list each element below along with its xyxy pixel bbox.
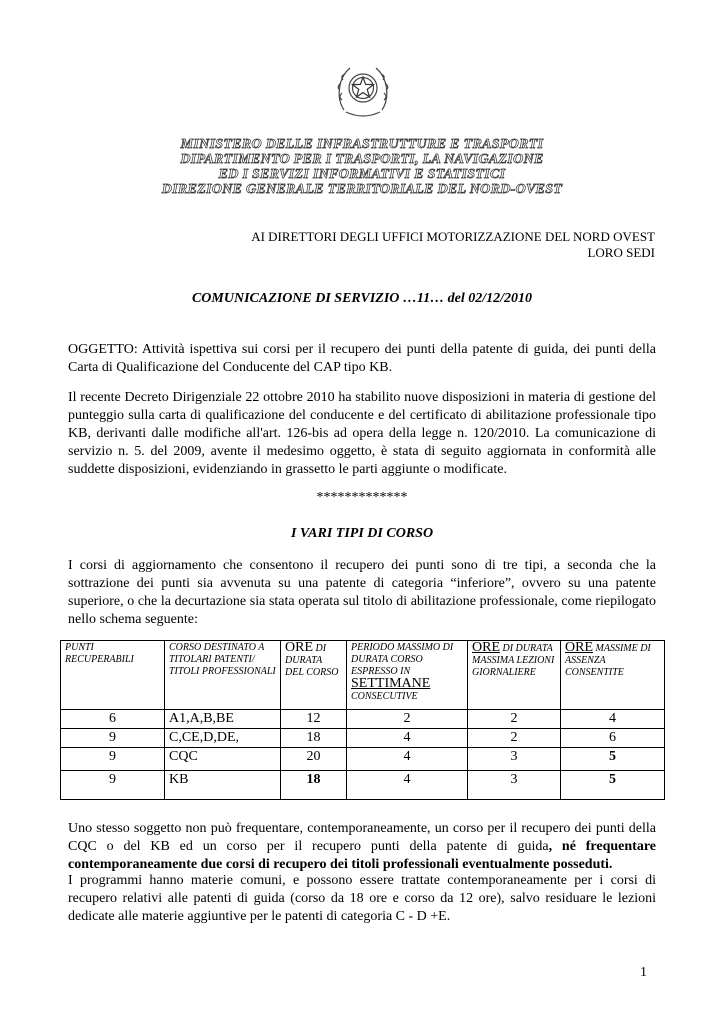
cell-settimane: 2	[347, 710, 468, 729]
cell-ore-giornaliere: 3	[468, 771, 561, 800]
cell-settimane: 4	[347, 729, 468, 748]
header-ore-durata-rest: DI DURATA DEL CORSO	[285, 643, 339, 678]
communication-title: COMUNICAZIONE DI SERVIZIO …11… del 02/12/2010	[191, 291, 533, 306]
ministry-line-2: DIPARTIMENTO PER I TRASPORTI, LA NAVIGAZIONE	[180, 152, 544, 167]
closing-text-bold: , né frequentare contemporaneamente due corsi di recupero dei titoli professionali eventualmente posseduti.	[68, 839, 656, 872]
table-row	[61, 748, 665, 771]
ministry-line-4: DIREZIONE GENERALE TERRITORIALE DEL NORD-OVEST	[161, 182, 563, 197]
intro-paragraph: Il recente Decreto Dirigenziale 22 ottobre 2010 ha stabilito nuove disposizioni in materia di gestione del punteggio sulla carta di qualificazione del conducente e del certificato di abilitazione professionale tipo KB, derivanti dalle modifiche all'art. 126-bis ad opera della legge n. 120/2010. La comunicazione di servizio n. 5. del 2009, avente il medesimo oggetto, è stata di seguito aggiornata in conformità alle suddette disposizioni, evidenziando in grassetto le parti aggiunte o modificate.	[68, 390, 656, 477]
cell-assenza: 6	[561, 729, 665, 748]
cell-ore: 20	[281, 748, 347, 771]
addressee-line-1: AI DIRETTORI DEGLI UFFICI MOTORIZZAZIONE DEL NORD OVEST	[251, 229, 655, 244]
header-settimane	[347, 641, 468, 710]
closing-paragraph-2: I programmi hanno materie comuni, e possono essere trattate contemporaneamente per i corsi di recupero relativi alle patenti di guida (corso da 18 ore e corso da 12 ore), salvo residuare le lezioni dedicate alle materie aggiuntive per le patenti di categoria C - D +E.	[68, 873, 656, 924]
header-corso: CORSO DESTINATO A TITOLARI PATENTI/ TITOLI PROFESSIONALI	[165, 641, 281, 710]
cell-assenza: 5	[561, 771, 665, 800]
header-settimane-post: CONSECUTIVE	[351, 691, 418, 702]
cell-punti: 9	[61, 748, 165, 771]
header-ore-giornaliere-rest: DI DURATA MASSIMA LEZIONI GIORNALIERE	[472, 643, 555, 678]
table-row	[61, 771, 665, 800]
header-ore-durata-big: ORE	[285, 640, 313, 655]
table-header-row	[61, 641, 665, 710]
ministry-line-1: MINISTERO DELLE INFRASTRUTTURE E TRASPORTI	[180, 137, 544, 152]
header-ore-assenza	[561, 641, 665, 710]
cell-ore: 18	[281, 771, 347, 800]
header-ore-assenza-rest: MASSIME DI ASSENZA CONSENTITE	[565, 643, 651, 678]
header-ore-durata	[281, 641, 347, 710]
table-row	[61, 710, 665, 729]
cell-corso: C,CE,D,DE,	[165, 729, 281, 748]
header-ore-giornaliere-big: ORE	[472, 640, 500, 655]
italian-republic-emblem-icon	[332, 60, 394, 120]
cell-corso: A1,A,B,BE	[165, 710, 281, 729]
section-intro-paragraph: I corsi di aggiornamento che consentono il recupero dei punti sono di tre tipi, a seconda che la sottrazione dei punti sia avvenuta su una patente di categoria “inferiore”, ovvero su una patente superiore, o che la decurtazione sia stata operata sul titolo di abilitazione professionale, come riepilogato nello schema seguente:	[68, 558, 656, 627]
cell-punti: 9	[61, 729, 165, 748]
cell-corso: CQC	[165, 748, 281, 771]
cell-assenza: 4	[561, 710, 665, 729]
separator: *************	[316, 490, 408, 505]
subject-paragraph: OGGETTO: Attività ispettiva sui corsi per il recupero dei punti della patente di guida, dei punti della Carta di Qualificazione del Conducente del CAP tipo KB.	[68, 342, 656, 375]
cell-settimane: 4	[347, 771, 468, 800]
cell-ore-giornaliere: 2	[468, 729, 561, 748]
cell-settimane: 4	[347, 748, 468, 771]
cell-corso: KB	[165, 771, 281, 800]
closing-text-normal: Uno stesso soggetto non può frequentare, contemporaneamente, un corso per il recupero dei punti della CQC o del KB ed un corso per il recupero punti della patente di guida	[68, 821, 656, 854]
header-settimane-big: SETTIMANE	[351, 676, 431, 691]
cell-ore-giornaliere: 2	[468, 710, 561, 729]
header-punti: PUNTI RECUPERABILI	[61, 641, 165, 710]
cell-ore-giornaliere: 3	[468, 748, 561, 771]
course-schema-table	[60, 640, 665, 800]
cell-assenza: 5	[561, 748, 665, 771]
header-settimane-pre: PERIODO MASSIMO DI DURATA CORSO ESPRESSO IN	[351, 642, 454, 677]
ministry-line-3: ED I SERVIZI INFORMATIVI E STATISTICI	[218, 167, 506, 182]
ministry-header	[0, 137, 724, 197]
cell-punti: 9	[61, 771, 165, 800]
cell-ore: 18	[281, 729, 347, 748]
addressee-line-2: LORO SEDI	[587, 245, 655, 260]
addressee-block	[251, 229, 655, 261]
closing-paragraph-1	[68, 820, 656, 874]
cell-ore: 12	[281, 710, 347, 729]
page-number: 1	[640, 965, 647, 980]
section-title: I VARI TIPI DI CORSO	[290, 526, 434, 541]
table-row	[61, 729, 665, 748]
cell-punti: 6	[61, 710, 165, 729]
header-ore-assenza-big: ORE	[565, 640, 593, 655]
header-ore-giornaliere	[468, 641, 561, 710]
